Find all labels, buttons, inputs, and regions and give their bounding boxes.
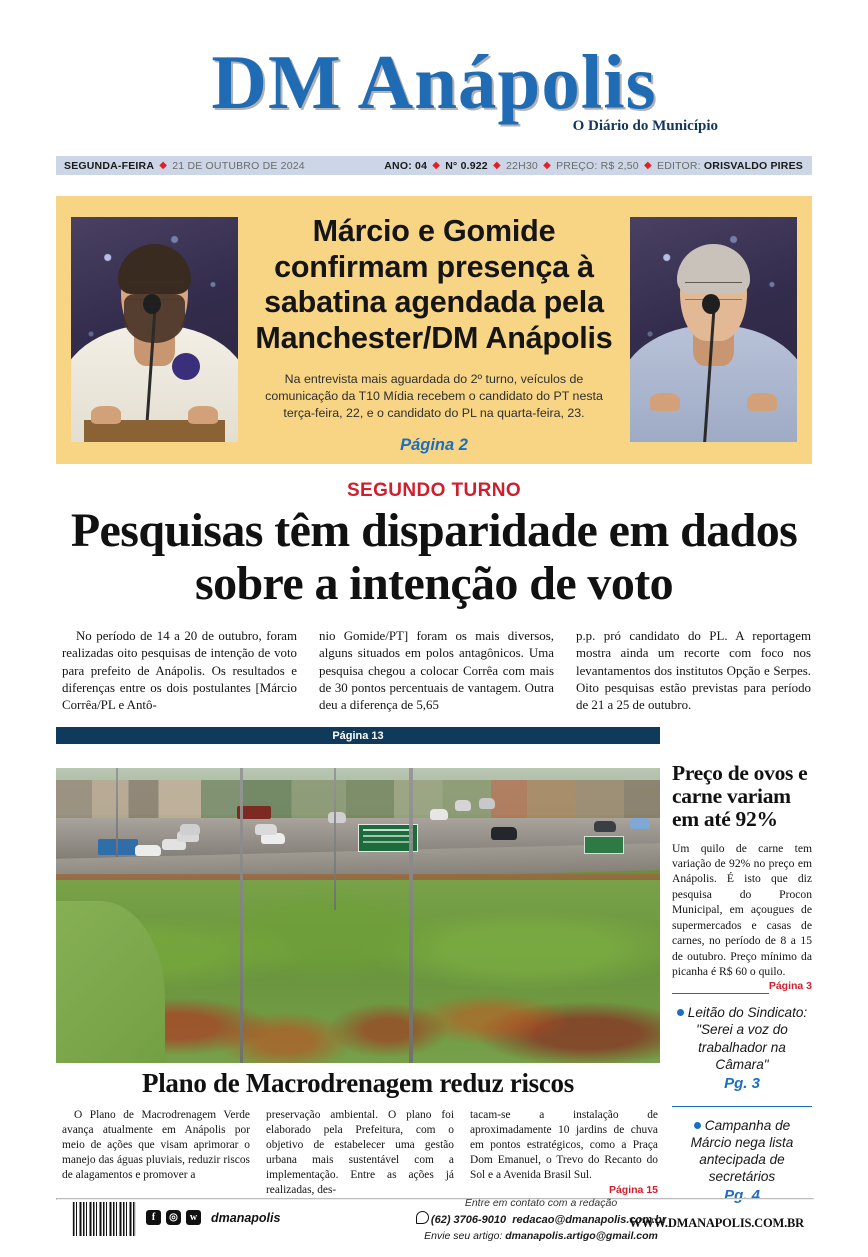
photo-car — [630, 818, 650, 829]
issue-number: N° 0.922 — [445, 159, 488, 172]
sidebar-item-1-page[interactable]: Pg. 3 — [724, 1074, 760, 1092]
issue-meta-group — [384, 160, 812, 172]
sidebar-item-1[interactable] — [672, 1004, 812, 1073]
photo-utility-pole — [334, 768, 336, 910]
lead-column-3 — [576, 628, 811, 714]
issue-time: 22H30 — [505, 159, 538, 172]
photo-hand-right — [747, 393, 777, 411]
issue-price-label: PREÇO: — [556, 159, 598, 172]
macro-paragraph: preservação ambiental. O plano foi elaborado pela Prefeitura, com o objetivo de estabelecer uma gestão urbana mais sustentável com a implementação. Entre as ações já realizadas, des- — [266, 1109, 454, 1197]
sidebar-divider — [672, 993, 769, 994]
sidebar-item-2[interactable] — [672, 1117, 812, 1186]
sidebar-lead-headline[interactable]: Preço de ovos e carne variam em até 92% — [672, 761, 808, 832]
photo-car — [135, 845, 161, 856]
issue-date-group — [56, 160, 305, 172]
sidebar-item-1-text: Leitão do Sindicato: "Serei a voz do trabalhador na Câmara" — [687, 1005, 808, 1072]
lead-paragraph: nio Gomide/PT] foram os mais diversos, alguns situados em polos antagônicos. Uma pesquisa chegou a colocar Corrêa com mais de 30 pontos percentuais de vantagem. Outra deu a diferença de 5,65 — [319, 629, 554, 713]
candidate-photo-right — [630, 217, 797, 442]
callout-headline: Márcio e Gomide confirmam presença à sabatina agendada pela Manchester/DM Anápolis — [255, 214, 613, 356]
photo-car — [455, 800, 471, 811]
sidebar-item-2-page[interactable]: Pg. 4 — [724, 1187, 760, 1205]
photo-car — [491, 827, 517, 840]
photo-car — [180, 824, 200, 835]
photo-hand-left — [650, 393, 680, 411]
macro-column-1 — [62, 1108, 250, 1198]
diamond-icon: ◆ — [643, 159, 652, 171]
photo-utility-pole — [116, 768, 118, 857]
photo-highway-sign-secondary — [584, 836, 624, 854]
twitter-icon[interactable]: w — [186, 1210, 201, 1225]
footer — [56, 1196, 812, 1248]
lead-paragraph: p.p. pró candidato do PL. A reportagem mostra ainda um recorte com foco nos levantamentos dos institutos Opção e Serpes. Oito pesquisas estão previstas para período de 21 a 25 de outubro. — [576, 629, 811, 713]
microphone-icon — [143, 294, 161, 314]
lead-page-bar[interactable] — [56, 727, 660, 744]
bullet-icon — [677, 1009, 684, 1016]
sidebar-divider — [672, 1106, 812, 1107]
issue-info-bar — [56, 155, 812, 175]
diamond-icon: ◆ — [432, 159, 441, 171]
callout-deck: Na entrevista mais aguardada do 2º turno, veículos de comunicação da T10 Mídia recebem o candidato do PT nesta terça-feira, 22, e o candidato do PL na quarta-feira, 23. — [265, 371, 603, 420]
photo-car — [328, 812, 346, 823]
contact-title: Entre em contato com a redação — [464, 1197, 618, 1209]
masthead — [0, 0, 868, 150]
lead-kicker: SEGUNDO TURNO — [346, 480, 522, 501]
contact-email[interactable]: redacao@dmanapolis.com.br — [512, 1214, 667, 1227]
masthead-title: DM Anápolis — [211, 39, 657, 125]
microphone-icon — [702, 294, 720, 314]
issue-price-value: R$ 2,50 — [600, 159, 639, 172]
contact-phone[interactable]: (62) 3706-9010 — [430, 1214, 507, 1227]
issue-weekday: SEGUNDA-FEIRA — [64, 159, 155, 172]
bullet-icon — [694, 1122, 701, 1129]
photo-utility-pole — [240, 768, 243, 1063]
diamond-icon: ◆ — [159, 159, 168, 171]
sidebar-item-2-text: Campanha de Márcio nega lista antecipada de secretários — [690, 1117, 794, 1185]
sidebar-lead-body — [672, 841, 812, 993]
photo-car — [255, 824, 277, 835]
photo-utility-pole — [409, 768, 413, 1063]
masthead-subtitle: O Diário do Município — [572, 118, 718, 134]
macro-column-2 — [266, 1108, 454, 1198]
whatsapp-icon — [416, 1211, 429, 1224]
instagram-icon[interactable]: ◎ — [166, 1210, 181, 1225]
issue-date: 21 DE OUTUBRO DE 2024 — [172, 159, 305, 172]
candidate-photo-left — [71, 217, 238, 442]
featured-callout-box[interactable] — [56, 196, 812, 464]
lead-column-1 — [62, 628, 297, 714]
photo-hand-left — [91, 406, 121, 424]
website-url[interactable]: WWW.DMANAPOLIS.COM.BR — [629, 1216, 804, 1230]
issue-editor-label: EDITOR: — [657, 159, 701, 172]
contact-article-row — [386, 1229, 696, 1244]
sidebar-lead-page-ref[interactable]: Página 3 — [768, 980, 812, 993]
lead-headline[interactable]: Pesquisas têm disparidade em dados sobre a intenção de voto — [70, 504, 798, 610]
sidebar-lead-text: Um quilo de carne tem variação de 92% no preço em Anápolis. É isto que diz pesquisa do Procon Municipal, em açougues de supermercados e casas de carnes, no período de 8 a 15 de outubro. Preço mínimo da picanha é R$ 60 o quilo. — [672, 841, 812, 978]
macro-page-ref[interactable]: Página 15 — [608, 1184, 658, 1197]
issue-editor-name: ORISVALDO PIRES — [703, 159, 803, 172]
issue-year-value: 04 — [415, 159, 428, 172]
macrodrainage-body-columns — [62, 1108, 660, 1198]
issue-year-label: ANO: — [384, 159, 412, 172]
diamond-icon: ◆ — [543, 159, 551, 171]
macrodrainage-photo — [56, 768, 660, 1063]
macrodrainage-headline[interactable]: Plano de Macrodrenagem reduz riscos — [142, 1068, 574, 1098]
social-links — [146, 1210, 280, 1225]
macro-paragraph: tacam-se a instalação de aproximadamente 10 jardins de chuva em pontos estratégicos, como a Praça Dom Emanuel, o Trevo do Recanto do Sol e a Avenida Brasil Sul. — [470, 1109, 658, 1182]
photo-hand-right — [188, 406, 218, 424]
macro-column-3 — [470, 1108, 658, 1198]
callout-page-ref[interactable]: Página 2 — [400, 436, 468, 455]
photo-car — [594, 821, 616, 832]
barcode — [72, 1202, 136, 1236]
lead-column-2 — [319, 628, 554, 714]
sidebar — [672, 762, 812, 1204]
contact-article-email[interactable]: dmanapolis.artigo@gmail.com — [505, 1230, 658, 1243]
macro-paragraph: O Plano de Macrodrenagem Verde avança atualmente em Anápolis por meio de ações que visam aprimorar o manejo das águas pluviais, reduzir riscos de alagamentos e promover a — [62, 1109, 250, 1182]
lead-body-columns — [62, 628, 812, 714]
social-handle: dmanapolis — [211, 1210, 281, 1225]
callout-text-block — [251, 214, 617, 455]
photo-car — [430, 809, 448, 820]
lead-page-bar-label: Página 13 — [332, 729, 384, 742]
facebook-icon[interactable]: f — [146, 1210, 161, 1225]
lead-paragraph: No período de 14 a 20 de outubro, foram realizadas oito pesquisas de intenção de voto para prefeito de Anápolis. Os resultados e diferenças entre os dois postulantes [Márcio Corrêa/PL e Antô- — [62, 629, 297, 713]
photo-car — [479, 798, 495, 809]
contact-article-label: Envie seu artigo: — [424, 1230, 503, 1243]
diamond-icon: ◆ — [492, 159, 501, 171]
